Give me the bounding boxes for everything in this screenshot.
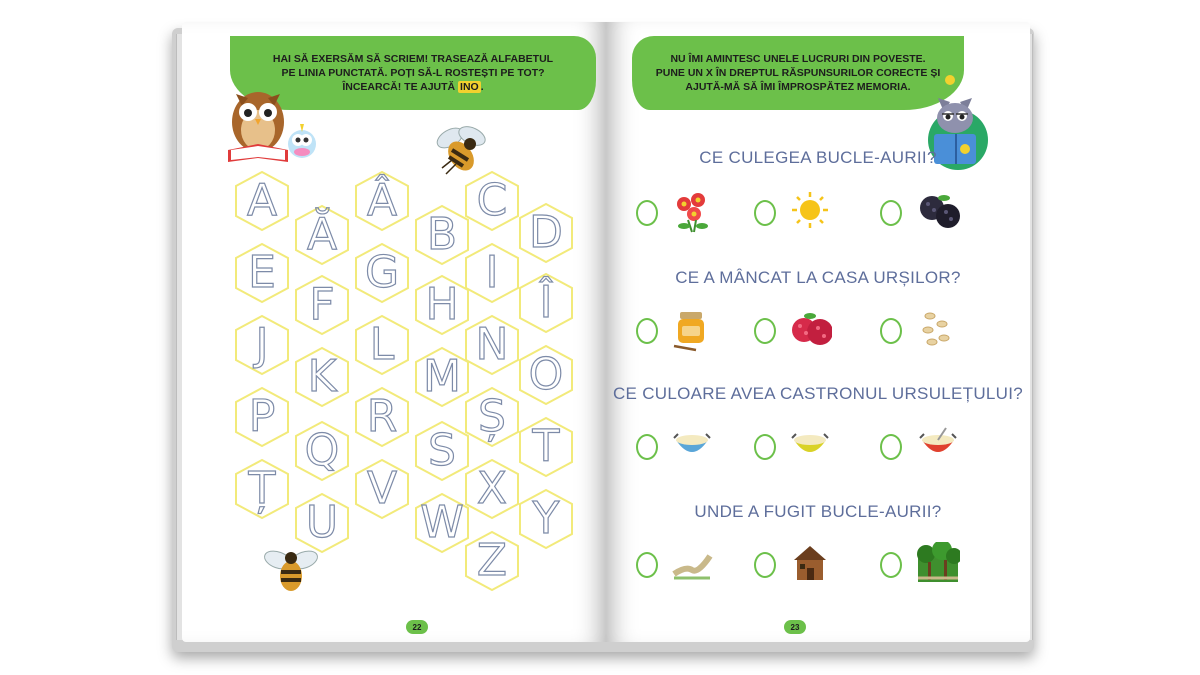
dotted-letter: A xyxy=(246,175,278,226)
hex-letter-cell xyxy=(294,420,350,482)
hex-letter-cell xyxy=(294,204,350,266)
page-number: 23 xyxy=(784,620,806,634)
hex-letter-cell xyxy=(234,386,290,448)
dotted-letter: V xyxy=(366,463,398,514)
oat-grains-icon xyxy=(916,308,960,352)
answer-checkbox[interactable] xyxy=(880,200,902,226)
hex-letter-cell xyxy=(518,416,574,478)
hex-letter-cell xyxy=(518,202,574,264)
dotted-letter: P xyxy=(248,391,276,442)
hex-letter-cell xyxy=(234,170,290,232)
hex-letter-cell xyxy=(464,314,520,376)
dotted-letter: Y xyxy=(532,493,560,544)
left-instruction-line-1: HAI SĂ EXERSĂM SĂ SCRIEM! TRASEAZĂ ALFABETUL xyxy=(272,53,554,65)
hex-letter-cell xyxy=(354,386,410,448)
ino-highlight: INO xyxy=(460,81,479,93)
dotted-letter: J xyxy=(255,319,269,370)
hex-letter-cell xyxy=(294,346,350,408)
question-text: CE CULEGEA BUCLE-AURII? xyxy=(699,148,937,167)
forest-icon xyxy=(916,542,960,586)
owl-reading-icon xyxy=(222,78,318,170)
answer-checkbox[interactable] xyxy=(636,200,658,226)
right-instruction-line-2: PUNE UN X ÎN DREPTUL RĂSPUNSURILOR CORECTE ȘI xyxy=(655,67,941,79)
hex-letter-cell xyxy=(234,242,290,304)
answer-checkbox[interactable] xyxy=(880,552,902,578)
blackberries-icon xyxy=(916,190,960,234)
hex-letter-cell xyxy=(414,420,470,482)
hex-letter-cell xyxy=(518,344,574,406)
hex-letter-cell xyxy=(518,272,574,334)
dotted-letter: Ș xyxy=(478,391,506,442)
answer-checkbox[interactable] xyxy=(880,434,902,460)
dotted-letter: F xyxy=(309,279,335,330)
hex-letter-cell xyxy=(354,242,410,304)
dotted-letter: X xyxy=(476,463,508,514)
hex-letter-cell xyxy=(234,314,290,376)
right-instruction-banner xyxy=(632,36,964,110)
hex-letter-cell xyxy=(464,386,520,448)
hex-letter-cell xyxy=(414,492,470,554)
dotted-letter: N xyxy=(475,319,509,370)
dotted-letter: Z xyxy=(476,535,508,586)
question-text: CE A MÂNCAT LA CASA URȘILOR? xyxy=(675,268,961,287)
dotted-letter: B xyxy=(426,209,458,260)
dotted-letter: K xyxy=(307,351,337,402)
dotted-letter: Â xyxy=(366,175,398,226)
dotted-letter: W xyxy=(420,497,464,548)
answer-checkbox[interactable] xyxy=(636,318,658,344)
left-instruction-line-2: PE LINIA PUNCTATĂ. POȚI SĂ-L ROSTEȘTI PE TOT? xyxy=(281,67,545,79)
hex-letter-cell xyxy=(464,242,520,304)
red-bowl-icon xyxy=(916,424,960,468)
hex-letter-cell xyxy=(354,170,410,232)
hex-letter-cell xyxy=(354,458,410,520)
dotted-letter: T xyxy=(532,421,560,472)
hex-letter-cell xyxy=(464,530,520,592)
answer-checkbox[interactable] xyxy=(636,552,658,578)
dotted-letter: Ț xyxy=(248,463,276,514)
dotted-letter: Q xyxy=(304,425,340,476)
right-page xyxy=(606,22,1030,642)
question-text: UNDE A FUGIT BUCLE-AURII? xyxy=(694,502,942,521)
question-text: CE CULOARE AVEA CASTRONUL URSULEȚULUI? xyxy=(612,384,1024,403)
hex-letter-cell xyxy=(354,314,410,376)
flowers-icon xyxy=(670,190,714,234)
hex-letter-cell xyxy=(294,492,350,554)
yellow-bowl-icon xyxy=(788,424,832,468)
dotted-letter: Ă xyxy=(306,209,338,260)
dotted-letter: E xyxy=(248,247,276,298)
dotted-letter: D xyxy=(529,207,563,258)
right-instruction-line-3: AJUTĂ-MĂ SĂ ÎMI ÎMPROSPĂTEZ MEMORIA. xyxy=(685,81,911,93)
hex-letter-cell xyxy=(414,274,470,336)
dotted-letter: L xyxy=(369,319,395,370)
dotted-letter: R xyxy=(366,391,398,442)
wooden-house-icon xyxy=(788,542,832,586)
raspberries-icon xyxy=(788,308,832,352)
hex-letter-cell xyxy=(518,488,574,550)
hex-letter-cell xyxy=(464,170,520,232)
hex-letter-cell xyxy=(414,204,470,266)
dotted-letter: M xyxy=(423,351,461,402)
answer-checkbox[interactable] xyxy=(754,318,776,344)
hex-letter-cell xyxy=(234,458,290,520)
dotted-letter: I xyxy=(485,247,499,298)
left-instruction-line-3-text: ÎNCEARCĂ! TE AJUTĂ xyxy=(342,81,459,93)
answer-checkbox[interactable] xyxy=(754,552,776,578)
sun-icon xyxy=(788,190,832,234)
dotted-letter: C xyxy=(476,175,508,226)
ino-tail: . xyxy=(480,81,484,93)
right-instruction-line-1: NU ÎMI AMINTESC UNELE LUCRURI DIN POVESTE. xyxy=(670,53,926,65)
answer-checkbox[interactable] xyxy=(880,318,902,344)
hex-letter-cell xyxy=(464,458,520,520)
dotted-letter: O xyxy=(528,349,564,400)
answer-checkbox[interactable] xyxy=(754,434,776,460)
dotted-letter: S xyxy=(428,425,456,476)
dotted-letter: Î xyxy=(539,277,553,328)
path-icon xyxy=(670,542,714,586)
dotted-letter: H xyxy=(425,279,459,330)
answer-checkbox[interactable] xyxy=(636,434,658,460)
page-number: 22 xyxy=(406,620,428,634)
dotted-letter: U xyxy=(305,497,339,548)
hex-letter-cell xyxy=(414,346,470,408)
left-page xyxy=(182,22,606,642)
answer-checkbox[interactable] xyxy=(754,200,776,226)
blue-bowl-icon xyxy=(670,424,714,468)
honey-jar-icon xyxy=(670,308,714,352)
hex-letter-cell xyxy=(294,274,350,336)
dotted-letter: G xyxy=(364,247,400,298)
